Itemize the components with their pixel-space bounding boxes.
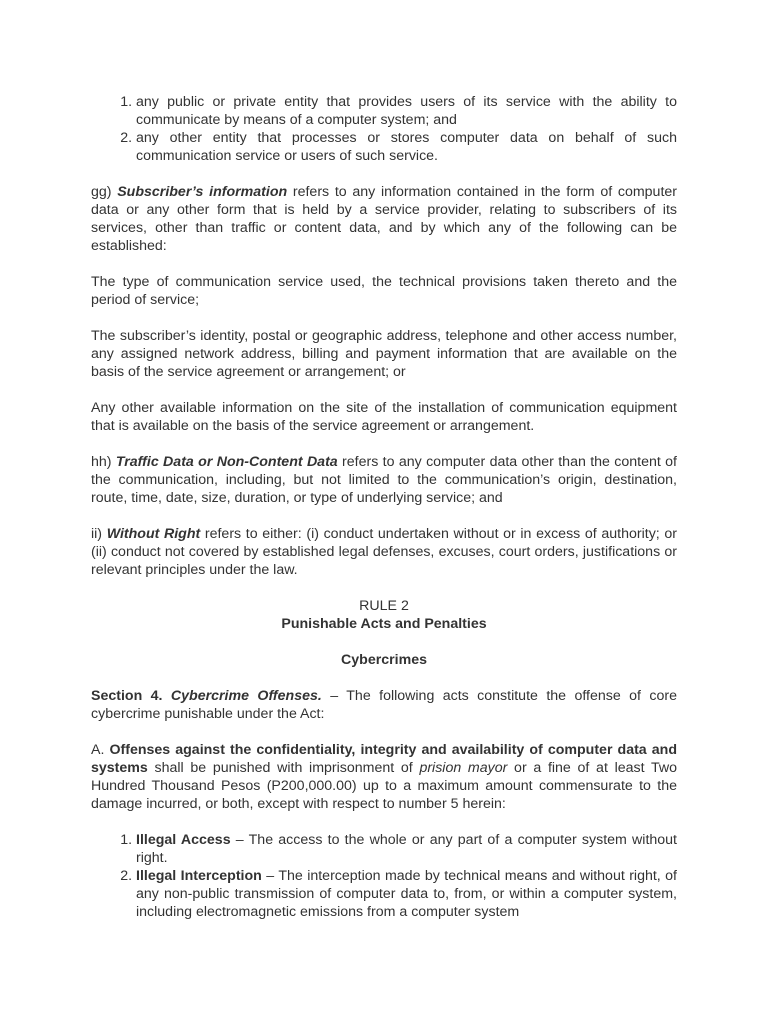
provider-list <box>91 93 677 165</box>
paragraph-service-type: The type of communication service used, the technical provisions taken thereto and the period of service; <box>91 274 677 308</box>
section-4 <box>91 687 677 723</box>
paragraph-italic-term: prision mayor <box>419 760 508 776</box>
rule-subtitle: Cybercrimes <box>341 652 427 668</box>
paragraph-text: shall be punished with imprisonment of <box>147 760 420 776</box>
list-item <box>136 867 677 921</box>
offenses-list <box>91 831 677 921</box>
definition-text: refers to either: (i) conduct undertaken without or in excess of authority; or (ii) conduct not covered by established legal defenses, excuses, court orders, justifications or relevant principles under the law. <box>91 526 677 578</box>
rule-number: RULE 2 <box>359 598 409 614</box>
offense-term: Illegal Interception <box>136 868 262 884</box>
section-heading: Cybercrime Offenses. <box>170 688 322 704</box>
definition-prefix: ii) <box>91 526 107 542</box>
definition-prefix: hh) <box>91 454 116 470</box>
definition-term: Traffic Data or Non-Content Data <box>115 454 338 470</box>
offense-text: – The access to the whole or any part of a computer system without right. <box>136 832 677 866</box>
list-item <box>136 831 677 867</box>
list-item: 1. any public or private entity that provides users of its service with the ability to communicate by means of a computer system; and <box>136 93 677 129</box>
paragraph-a <box>91 741 677 813</box>
paragraph-bold-heading: Offenses against the confidentiality, integrity and availability of computer data and systems <box>91 742 677 776</box>
paragraph-text: or a fine of at least Two Hundred Thousand Pesos (P200,000.00) up to a maximum amount commensurate to the damage incurred, or both, except with respect to number 5 herein: <box>91 760 678 812</box>
definition-gg <box>91 183 677 255</box>
offense-term: Illegal Access <box>136 832 231 848</box>
list-item: 2. any other entity that processes or stores computer data on behalf of such communication service or users of such service. <box>136 129 677 165</box>
definition-text: refers to any information contained in the form of computer data or any other form that is held by a service provider, relating to subscribers of its services, other than traffic or content data, and by which any of the following can be established: <box>91 184 678 254</box>
definition-ii <box>91 525 677 579</box>
offense-text: – The interception made by technical means and without right, of any non-public transmission of computer data to, from, or within a computer system, including electromagnetic emissions from a computer system <box>136 868 677 920</box>
paragraph-subscriber-identity: The subscriber’s identity, postal or geographic address, telephone and other access number, any assigned network address, billing and payment information that are available on the basis of the service agreement or arrangement; or <box>91 328 677 380</box>
definition-hh <box>91 453 677 507</box>
section-text: – The following acts constitute the offense of core cybercrime punishable under the Act: <box>91 688 677 722</box>
section-label: Section 4. <box>91 688 163 704</box>
definition-term: Without Right <box>106 526 201 542</box>
definition-prefix: gg) <box>91 184 118 200</box>
definition-text: refers to any computer data other than the content of the communication, including, but not limited to the communication’s origin, destination, route, time, date, size, duration, or type of underlying service; and <box>91 454 677 506</box>
definition-term: Subscriber’s information <box>117 184 288 200</box>
rule-title: Punishable Acts and Penalties <box>281 616 487 632</box>
paragraph-other-information: Any other available information on the site of the installation of communication equipment that is available on the basis of the service agreement or arrangement. <box>91 400 677 434</box>
paragraph-prefix: A. <box>91 742 110 758</box>
